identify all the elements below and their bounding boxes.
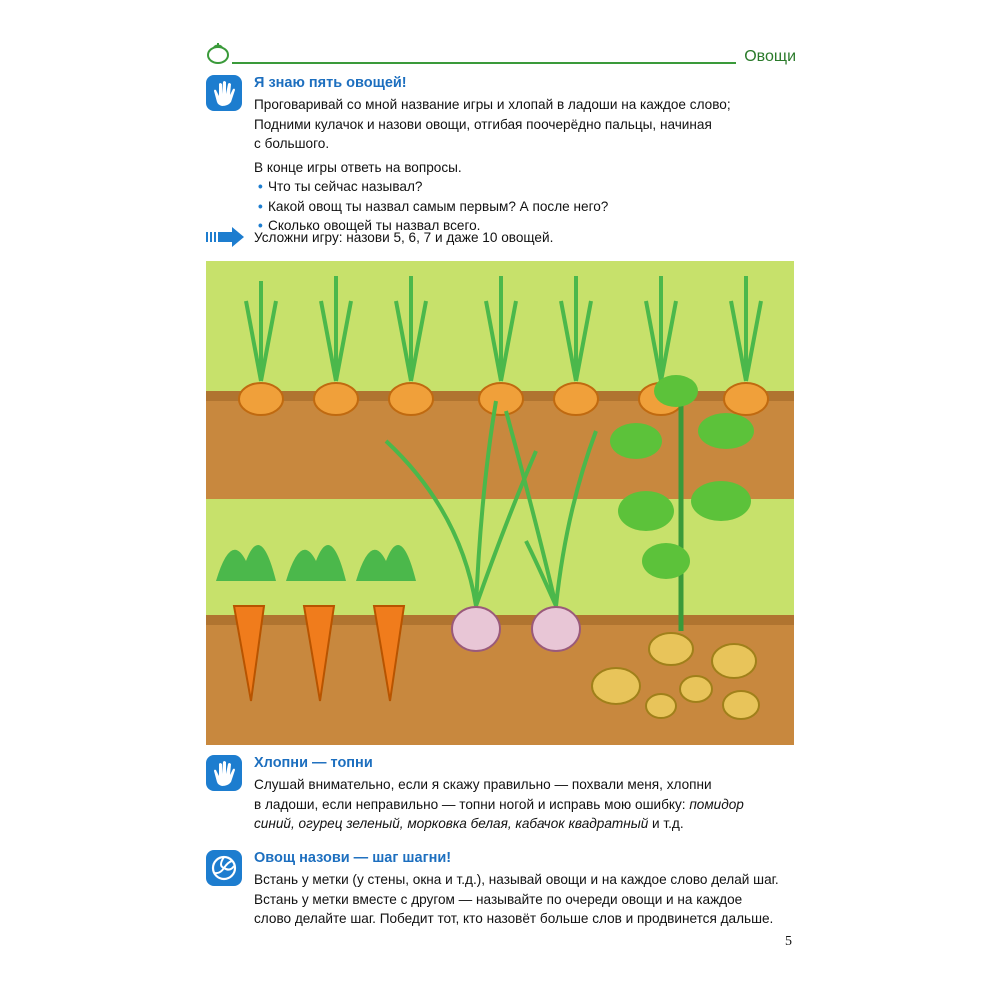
hand-icon [206,75,242,111]
arrow-right-icon [206,226,246,248]
text-italic: синий, огурец зеленый, морковка белая, кабачок квадратный [254,816,649,831]
text-plain: и т.д. [648,816,684,831]
tomato-icon [206,42,230,64]
game-block-step [206,850,796,930]
text-plain: в ладоши, если неправильно — топни ногой и исправь мою ошибку: [254,796,690,812]
text-line: слово делайте шаг. Победит тот, кто назовёт больше слов и продвинется дальше. [254,911,774,926]
text-line: В конце игры ответь на вопросы. [254,159,462,175]
header-rule [232,62,736,64]
block-text [254,870,799,929]
list-item: • Сколько овощей ты назвал всего. [254,216,794,236]
game-block-five-vegetables [206,75,796,233]
vegetable-garden-illustration [206,261,794,745]
page-header [206,40,796,70]
block-text [254,95,794,236]
hand-icon [206,755,242,791]
text-line [254,795,799,815]
text-line: Встань у метки (у стены, окна и т.д.), называй овощи и на каждое слово делай шаг. [254,872,779,887]
volleyball-icon [206,850,242,886]
game-block-clap-stomp [206,755,796,835]
section-title: Овощи [744,48,796,65]
block-text [254,775,799,834]
text-italic: помидор [689,796,744,812]
list-item: • Какой овощ ты назвал самым первым? А после него? [254,197,794,217]
text-line: Слушай внимательно, если я скажу правильно — похвали меня, хлопни [254,777,712,792]
garden-svg [206,261,794,745]
hint-row [206,226,796,250]
text-line: Проговаривай со мной название игры и хлопай в ладоши на каждое слово; [254,97,731,112]
block-title: Я знаю пять овощей! [254,75,407,91]
text-line: Встань у метки вместе с другом — называйте по очереди овощи и на каждое [254,891,743,907]
block-title: Овощ назови — шаг шагни! [254,850,452,866]
text-line [254,814,799,834]
page-number: 5 [785,934,792,949]
list-item: • Что ты сейчас называл? [254,177,794,197]
hint-text: Усложни игру: назови 5, 6, 7 и даже 10 овощей. [254,230,554,245]
block-title: Хлопни — топни [254,755,373,771]
text-line: с большого. [254,136,330,151]
text-line: Подними кулачок и назови овощи, отгибая поочерёдно пальцы, начиная [254,116,712,132]
